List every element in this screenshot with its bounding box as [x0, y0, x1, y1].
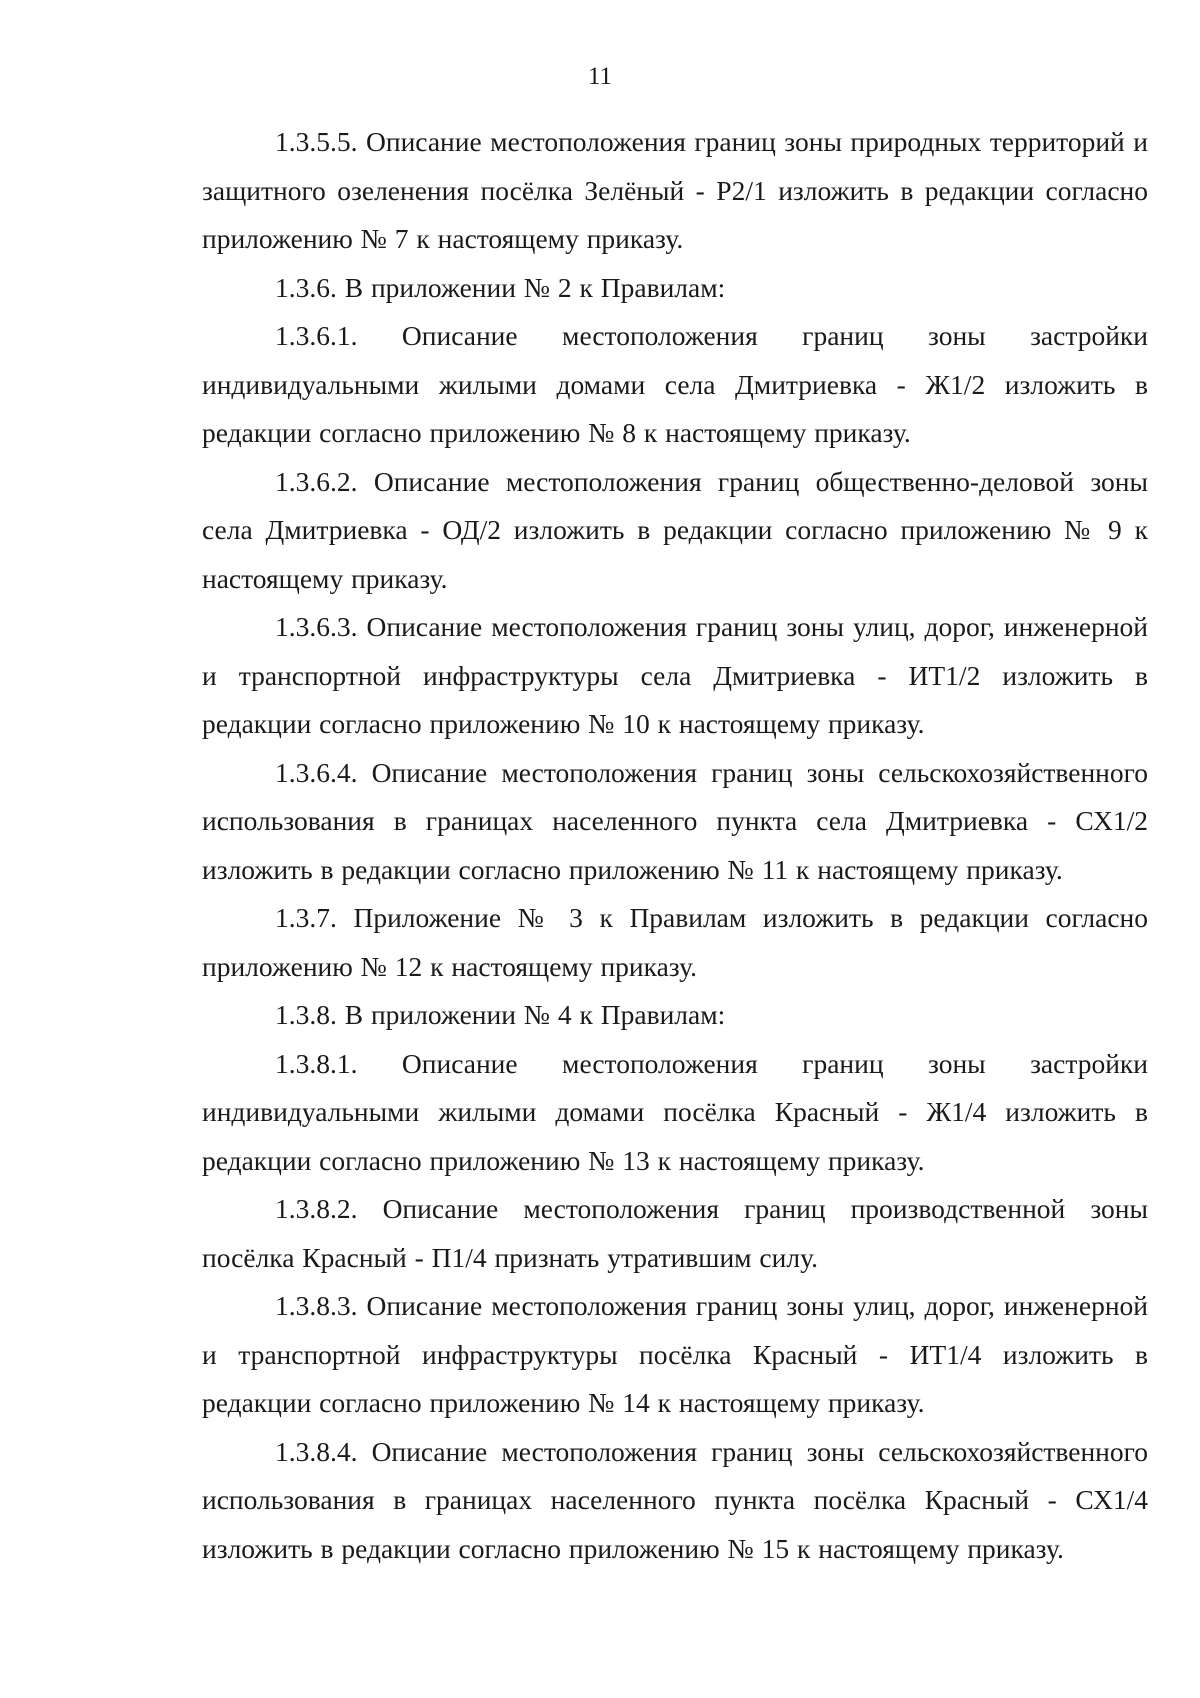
paragraph-1-3-8-3: 1.3.8.3. Описание местоположения границ зоны улиц, дорог, инженерной и транспортной инфраструктуры посёлка Красный - ИТ1/4 изложить в редакции согласно приложению № 14 к настоящему приказу.: [202, 1290, 1148, 1418]
paragraph-1-3-8: 1.3.8. В приложении № 4 к Правилам:: [275, 999, 726, 1030]
paragraph-1-3-6-3: 1.3.6.3. Описание местоположения границ зоны улиц, дорог, инженерной и транспортной инфраструктуры села Дмитриевка - ИТ1/2 изложить в редакции согласно приложению № 10 к настоящему приказу.: [202, 611, 1148, 739]
page-number: 11: [587, 63, 613, 90]
paragraph-1-3-8-1: 1.3.8.1. Описание местоположения границ зоны застройки индивидуальными жилыми домами посёлка Красный - Ж1/4 изложить в редакции согласно приложению № 13 к настоящему приказу.: [202, 1047, 1148, 1176]
paragraph-1-3-7: 1.3.7. Приложение № 3 к Правилам изложить в редакции согласно приложению № 12 к настоящему приказу.: [202, 902, 1148, 982]
paragraph-1-3-6-4: 1.3.6.4. Описание местоположения границ зоны сельскохозяйственного использования в границах населенного пункта села Дмитриевка - СХ1/2 изложить в редакции согласно приложению № 11 к настоящему приказу.: [202, 756, 1148, 885]
document-body: [202, 118, 1148, 1573]
paragraph-1-3-6-1: 1.3.6.1. Описание местоположения границ зоны застройки индивидуальными жилыми домами села Дмитриевка - Ж1/2 изложить в редакции согласно приложению № 8 к настоящему приказу.: [202, 320, 1148, 448]
paragraph-1-3-6: 1.3.6. В приложении № 2 к Правилам:: [275, 271, 726, 303]
paragraph-1-3-8-2: 1.3.8.2. Описание местоположения границ производственной зоны посёлка Красный - П1/4 признать утратившим силу.: [202, 1193, 1148, 1273]
paragraph-1-3-8-4: 1.3.8.4. Описание местоположения границ зоны сельскохозяйственного использования в границах населенного пункта посёлка Красный - СХ1/4 изложить в редакции согласно приложению № 15 к настоящему приказу.: [202, 1435, 1148, 1564]
paragraph-1-3-6-2: 1.3.6.2. Описание местоположения границ общественно-деловой зоны села Дмитриевка - ОД/2 изложить в редакции согласно приложению № 9 к настоящему приказу.: [202, 465, 1148, 594]
paragraph-1-3-5-5: 1.3.5.5. Описание местоположения границ зоны природных территорий и защитного озеленения посёлка Зелёный - Р2/1 изложить в редакции согласно приложению № 7 к настоящему приказу.: [202, 126, 1148, 254]
